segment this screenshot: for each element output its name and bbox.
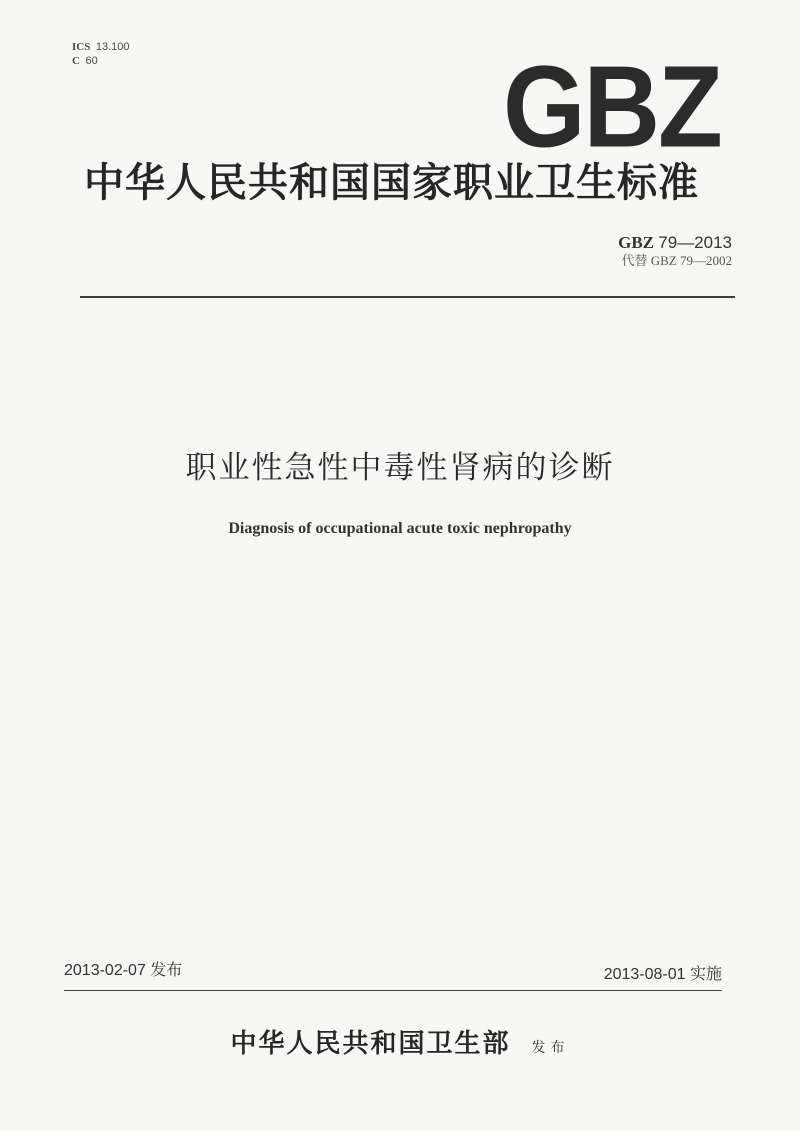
ics-code [72, 40, 130, 54]
ics-label: ICS [72, 41, 91, 53]
issuer-action: 发布 [531, 1040, 570, 1056]
publish-date [64, 960, 182, 982]
implement-date-value: 2013-08-01 [603, 966, 686, 983]
publish-date-value: 2013-02-07 [64, 962, 146, 979]
issuer [0, 1024, 800, 1064]
document-title-zh: 职业性急性中毒性肾病的诊断 [185, 450, 615, 486]
standard-category: 中华人民共和国国家职业卫生标准 [84, 159, 699, 206]
publish-label: 发布 [150, 962, 183, 979]
issuer-name: 中华人民共和国卫生部 [230, 1029, 511, 1059]
footer-divider [64, 990, 722, 991]
standard-code: GBZ [618, 233, 655, 252]
gbz-logo: GBZ [503, 42, 721, 173]
ccs-label: C [72, 55, 80, 67]
header-divider [80, 296, 735, 298]
implement-date [604, 964, 722, 986]
replaces-standard: 代替 GBZ 79—2002 [621, 253, 732, 268]
ccs-value: 60 [85, 55, 98, 67]
ics-value: 13.100 [95, 41, 130, 53]
ccs-code [72, 54, 130, 68]
standard-number [618, 233, 732, 253]
classification-codes [72, 40, 130, 68]
implement-label: 实施 [689, 966, 722, 983]
document-title-en: Diagnosis of occupational acute toxic nephropathy [228, 520, 572, 537]
standard-number-value: 79—2013 [658, 233, 732, 252]
